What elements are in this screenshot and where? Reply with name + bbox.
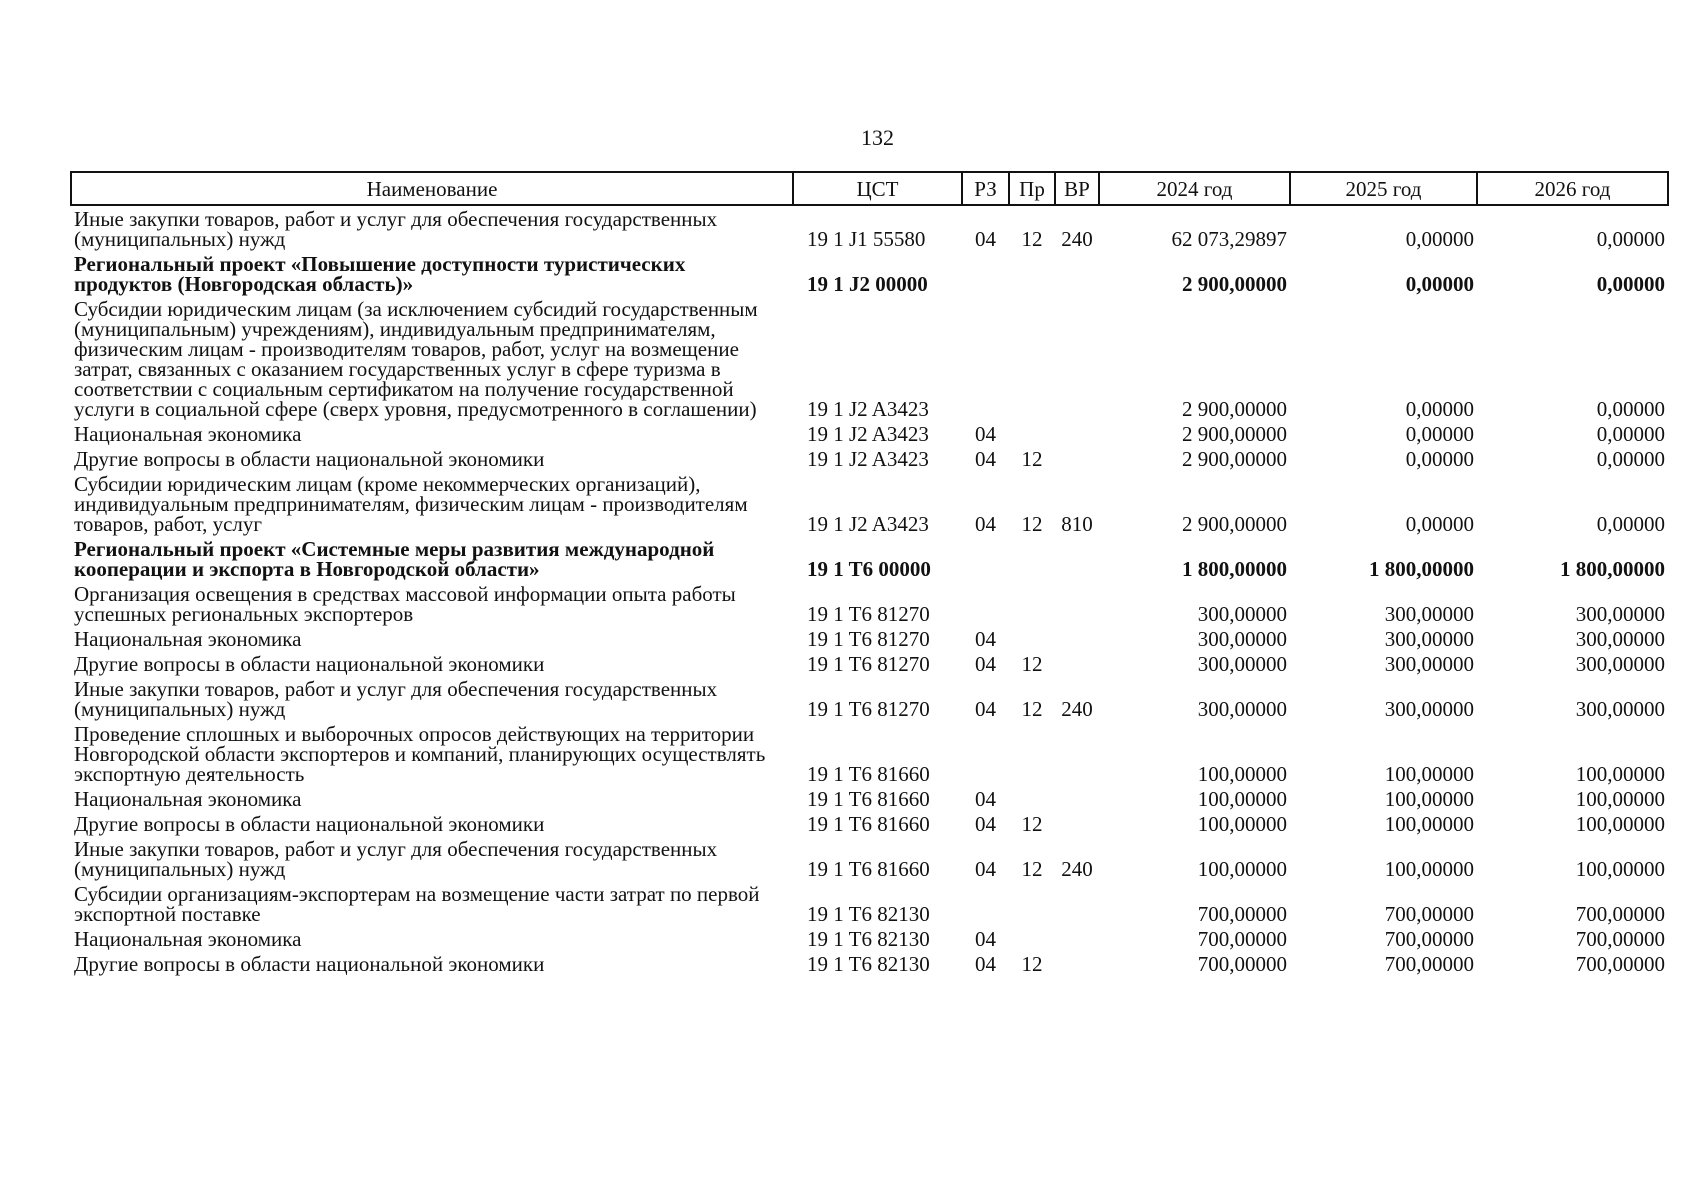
cell-vr [1055,581,1099,626]
cell-vr [1055,951,1099,976]
cell-y2024: 1 800,00000 [1182,557,1287,581]
table-row [71,421,1668,446]
cell-vr [1055,926,1099,951]
header-2025: 2025 год [1290,172,1477,205]
cell-pr: 12 [1021,697,1043,721]
table-row [71,836,1668,881]
cell-y2026: 700,00000 [1575,952,1665,976]
cell-pr [1009,421,1055,446]
cell-pr [1009,296,1055,421]
cell-name: Национальная экономика [74,422,302,446]
cell-y2025: 0,00000 [1405,447,1474,471]
cell-pr [1009,626,1055,651]
cell-name: Другие вопросы в области национальной экономики [74,447,545,471]
cell-y2026: 0,00000 [1596,512,1665,536]
cell-y2025: 300,00000 [1384,697,1474,721]
header-cst: ЦСТ [793,172,962,205]
header-pr: Пр [1009,172,1055,205]
cell-rz [962,881,1009,926]
cell-rz: 04 [975,422,996,446]
table-row [71,536,1668,581]
cell-name: Региональный проект «Системные меры развития международной кооперации и экспорта в Новгородской области» [74,537,715,581]
cell-y2024: 300,00000 [1197,627,1287,651]
cell-y2025: 0,00000 [1405,397,1474,421]
cell-cst: 19 1 T6 82130 [807,902,930,926]
cell-pr: 12 [1021,857,1043,881]
cell-cst: 19 1 T6 81660 [807,762,930,786]
cell-y2024: 100,00000 [1197,812,1287,836]
cell-y2026: 1 800,00000 [1560,557,1665,581]
page-number: 132 [861,125,894,150]
cell-name: Субсидии юридическим лицам (кроме некоммерческих организаций), индивидуальным предпринимателям, физическим лицам - производителям товаров, работ, услуг [74,472,748,536]
cell-rz: 04 [975,812,996,836]
cell-rz: 04 [975,697,996,721]
cell-vr [1055,251,1099,296]
cell-cst: 19 1 J1 55580 [807,227,926,251]
cell-cst: 19 1 T6 81270 [807,627,930,651]
cell-name: Субсидии юридическим лицам (за исключением субсидий государственным (муниципальным) учреждениям), индивидуальным предпринимателям, физическим лицам - производителям товаров, работ, услуг на возмещение затрат, связанных с оказанием государственных услуг в сфере туризма в соответствии с социальным сертификатом на получение государственной услуги в социальной сфере (сверх уровня, предусмотренного в соглашении) [74,297,758,421]
cell-y2024: 100,00000 [1197,857,1287,881]
cell-pr: 12 [1021,447,1043,471]
cell-vr [1055,881,1099,926]
cell-y2025: 0,00000 [1405,227,1474,251]
cell-y2025: 100,00000 [1384,787,1474,811]
cell-vr [1055,651,1099,676]
cell-vr [1055,626,1099,651]
cell-pr: 12 [1021,227,1043,251]
table-row [71,471,1668,536]
cell-cst: 19 1 J2 A3423 [807,512,929,536]
cell-rz: 04 [975,927,996,951]
cell-name: Региональный проект «Повышение доступности туристических продуктов (Новгородская область)» [74,252,686,296]
header-2024: 2024 год [1099,172,1290,205]
cell-vr: 240 [1061,857,1093,881]
cell-y2024: 2 900,00000 [1182,512,1287,536]
cell-y2026: 300,00000 [1575,602,1665,626]
cell-y2026: 300,00000 [1575,627,1665,651]
cell-rz: 04 [975,952,996,976]
cell-cst: 19 1 T6 81660 [807,857,930,881]
cell-name: Иные закупки товаров, работ и услуг для обеспечения государственных (муниципальных) нужд [74,837,718,881]
cell-y2024: 2 900,00000 [1182,447,1287,471]
cell-vr: 240 [1061,227,1093,251]
cell-name: Проведение сплошных и выборочных опросов действующих на территории Новгородской области экспортеров и компаний, планирующих осуществлять экспортную деятельность [74,722,766,786]
cell-y2026: 0,00000 [1596,447,1665,471]
table-body [71,205,1668,976]
table-row [71,446,1668,471]
cell-pr [1009,721,1055,786]
table-row [71,626,1668,651]
header-2026: 2026 год [1477,172,1668,205]
cell-y2025: 100,00000 [1384,762,1474,786]
cell-pr [1009,926,1055,951]
cell-cst: 19 1 T6 81270 [807,697,930,721]
cell-pr [1009,786,1055,811]
table-row [71,651,1668,676]
cell-y2025: 0,00000 [1405,272,1474,296]
cell-y2024: 700,00000 [1197,927,1287,951]
cell-vr: 240 [1061,697,1093,721]
cell-y2026: 100,00000 [1575,812,1665,836]
table-row [71,926,1668,951]
cell-y2025: 300,00000 [1384,652,1474,676]
table-row [71,811,1668,836]
cell-rz: 04 [975,857,996,881]
cell-cst: 19 1 T6 81660 [807,812,930,836]
table-row [71,881,1668,926]
cell-y2024: 100,00000 [1197,762,1287,786]
table-row [71,296,1668,421]
cell-y2026: 700,00000 [1575,902,1665,926]
cell-y2025: 0,00000 [1405,422,1474,446]
cell-name: Национальная экономика [74,627,302,651]
cell-cst: 19 1 T6 81270 [807,602,930,626]
table-row [71,951,1668,976]
cell-y2025: 100,00000 [1384,857,1474,881]
header-vr: ВР [1055,172,1099,205]
cell-pr: 12 [1021,812,1043,836]
cell-y2024: 2 900,00000 [1182,272,1287,296]
cell-vr [1055,446,1099,471]
cell-y2024: 62 073,29897 [1171,227,1287,251]
cell-cst: 19 1 T6 00000 [807,557,931,581]
header-name: Наименование [71,172,793,205]
cell-name: Иные закупки товаров, работ и услуг для обеспечения государственных (муниципальных) нужд [74,677,718,721]
cell-y2025: 100,00000 [1384,812,1474,836]
cell-y2026: 100,00000 [1575,762,1665,786]
cell-y2024: 100,00000 [1197,787,1287,811]
cell-name: Другие вопросы в области национальной экономики [74,812,545,836]
cell-vr [1055,536,1099,581]
cell-rz: 04 [975,627,996,651]
cell-name: Другие вопросы в области национальной экономики [74,952,545,976]
cell-pr: 12 [1021,512,1043,536]
cell-y2025: 700,00000 [1384,902,1474,926]
cell-y2024: 700,00000 [1197,952,1287,976]
cell-y2026: 700,00000 [1575,927,1665,951]
cell-name: Иные закупки товаров, работ и услуг для обеспечения государственных (муниципальных) нужд [74,207,718,251]
cell-y2025: 700,00000 [1384,952,1474,976]
cell-y2026: 0,00000 [1596,272,1665,296]
cell-y2026: 0,00000 [1596,422,1665,446]
cell-vr [1055,721,1099,786]
cell-y2024: 300,00000 [1197,602,1287,626]
cell-cst: 19 1 J2 A3423 [807,422,929,446]
cell-rz: 04 [975,227,996,251]
cell-pr: 12 [1021,652,1043,676]
cell-y2025: 300,00000 [1384,627,1474,651]
cell-rz: 04 [975,652,996,676]
cell-y2026: 100,00000 [1575,787,1665,811]
cell-cst: 19 1 T6 81660 [807,787,930,811]
cell-y2024: 2 900,00000 [1182,397,1287,421]
cell-y2026: 300,00000 [1575,652,1665,676]
table-row [71,676,1668,721]
header-rz: РЗ [962,172,1009,205]
cell-y2024: 300,00000 [1197,652,1287,676]
cell-y2026: 300,00000 [1575,697,1665,721]
cell-pr [1009,251,1055,296]
cell-y2026: 100,00000 [1575,857,1665,881]
cell-rz [962,581,1009,626]
table-row [71,581,1668,626]
cell-vr [1055,421,1099,446]
cell-name: Национальная экономика [74,927,302,951]
cell-y2024: 700,00000 [1197,902,1287,926]
cell-cst: 19 1 T6 82130 [807,927,930,951]
budget-table [70,171,1669,976]
cell-name: Субсидии организациям-экспортерам на возмещение части затрат по первой экспортной поставке [74,882,760,926]
table-row [71,786,1668,811]
cell-y2025: 1 800,00000 [1369,557,1474,581]
cell-vr [1055,786,1099,811]
table-row [71,251,1668,296]
cell-cst: 19 1 J2 00000 [807,272,928,296]
cell-cst: 19 1 T6 81270 [807,652,930,676]
cell-rz: 04 [975,512,996,536]
cell-pr [1009,581,1055,626]
cell-vr [1055,296,1099,421]
cell-cst: 19 1 T6 82130 [807,952,930,976]
cell-y2024: 300,00000 [1197,697,1287,721]
cell-vr [1055,811,1099,836]
cell-pr: 12 [1021,952,1043,976]
cell-rz [962,721,1009,786]
table-header [71,172,1668,205]
table-row [71,205,1668,251]
cell-y2025: 0,00000 [1405,512,1474,536]
cell-pr [1009,881,1055,926]
cell-rz: 04 [975,447,996,471]
cell-pr [1009,536,1055,581]
cell-y2026: 0,00000 [1596,227,1665,251]
cell-y2025: 700,00000 [1384,927,1474,951]
cell-name: Другие вопросы в области национальной экономики [74,652,545,676]
cell-rz [962,536,1009,581]
cell-name: Организация освещения в средствах массовой информации опыта работы успешных региональных экспортеров [74,582,736,626]
cell-vr: 810 [1061,512,1093,536]
cell-rz [962,296,1009,421]
table-row [71,721,1668,786]
cell-cst: 19 1 J2 A3423 [807,447,929,471]
cell-rz [962,251,1009,296]
cell-y2026: 0,00000 [1596,397,1665,421]
cell-rz: 04 [975,787,996,811]
cell-name: Национальная экономика [74,787,302,811]
cell-y2025: 300,00000 [1384,602,1474,626]
cell-cst: 19 1 J2 A3423 [807,397,929,421]
cell-y2024: 2 900,00000 [1182,422,1287,446]
